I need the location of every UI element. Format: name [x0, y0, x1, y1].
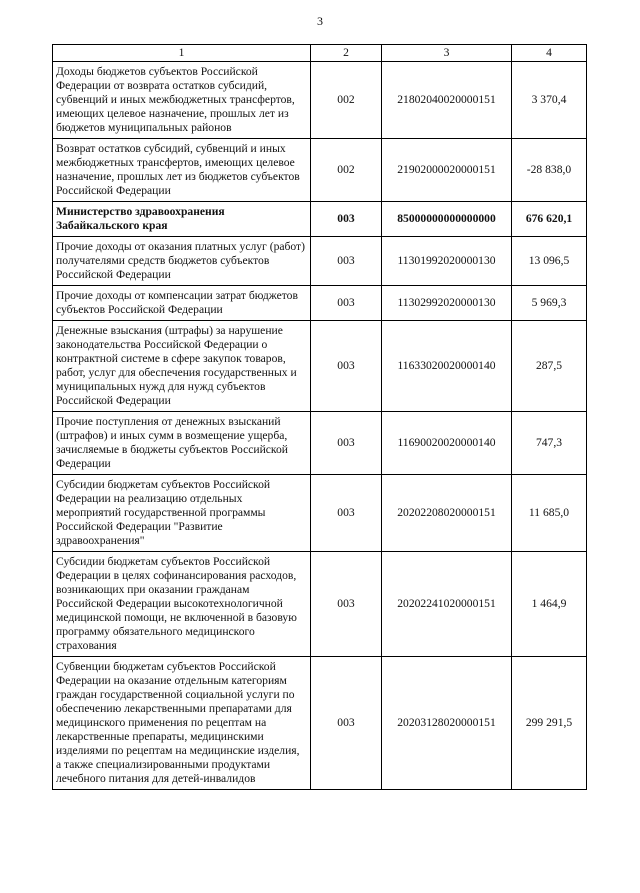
row-kbk-code: 21902000020000151 — [382, 139, 512, 202]
column-header-kbk: 3 — [382, 45, 512, 62]
row-admin-code: 003 — [311, 286, 382, 321]
row-kbk-code: 20203128020000151 — [382, 657, 512, 790]
row-amount: 1 464,9 — [512, 552, 587, 657]
column-header-admin-code: 2 — [311, 45, 382, 62]
row-description: Денежные взыскания (штрафы) за нарушение законодательства Российской Федерации о контрактной системе в сфере закупок товаров, работ, услуг для обеспечения государственных и муниципальных нужд для нужд субъектов Российской Федерации — [53, 321, 311, 412]
table-row — [53, 321, 587, 412]
row-admin-code: 002 — [311, 139, 382, 202]
row-amount: 3 370,4 — [512, 62, 587, 139]
row-amount: 299 291,5 — [512, 657, 587, 790]
row-amount: -28 838,0 — [512, 139, 587, 202]
row-kbk-code: 11633020020000140 — [382, 321, 512, 412]
row-kbk-code: 20202241020000151 — [382, 552, 512, 657]
row-admin-code: 003 — [311, 237, 382, 286]
row-amount: 5 969,3 — [512, 286, 587, 321]
row-description: Возврат остатков субсидий, субвенций и иных межбюджетных трансфертов, имеющих целевое назначение, прошлых лет из бюджетов субъектов Российской Федерации — [53, 139, 311, 202]
table-row — [53, 657, 587, 790]
row-description: Прочие поступления от денежных взысканий (штрафов) и иных сумм в возмещение ущерба, зачисляемые в бюджеты субъектов Российской Федерации — [53, 412, 311, 475]
row-description: Субсидии бюджетам субъектов Российской Федерации в целях софинансирования расходов, возникающих при оказании гражданам Российской Федерации высокотехнологичной медицинской помощи, не включенной в базовую программу обязательного медицинского страхования — [53, 552, 311, 657]
row-amount: 747,3 — [512, 412, 587, 475]
row-amount: 13 096,5 — [512, 237, 587, 286]
budget-revenue-table — [52, 44, 587, 790]
row-kbk-code: 11690020020000140 — [382, 412, 512, 475]
table-row — [53, 286, 587, 321]
page-number: 3 — [317, 14, 323, 28]
table-row — [53, 202, 587, 237]
row-amount: 676 620,1 — [512, 202, 587, 237]
row-admin-code: 003 — [311, 412, 382, 475]
row-admin-code: 003 — [311, 657, 382, 790]
row-description: Прочие доходы от компенсации затрат бюджетов субъектов Российской Федерации — [53, 286, 311, 321]
table-header-row — [53, 45, 587, 62]
column-header-amount: 4 — [512, 45, 587, 62]
row-kbk-code: 20202208020000151 — [382, 475, 512, 552]
row-admin-code: 003 — [311, 321, 382, 412]
table-body — [53, 62, 587, 790]
column-header-description: 1 — [53, 45, 311, 62]
table-row — [53, 412, 587, 475]
row-amount: 11 685,0 — [512, 475, 587, 552]
table-row — [53, 139, 587, 202]
row-admin-code: 002 — [311, 62, 382, 139]
row-admin-code: 003 — [311, 552, 382, 657]
row-kbk-code: 11302992020000130 — [382, 286, 512, 321]
table-row — [53, 237, 587, 286]
table-row — [53, 552, 587, 657]
row-kbk-code: 11301992020000130 — [382, 237, 512, 286]
row-description: Субсидии бюджетам субъектов Российской Федерации на реализацию отдельных мероприятий государственной программы Российской Федерации "Развитие здравоохранения" — [53, 475, 311, 552]
row-admin-code: 003 — [311, 202, 382, 237]
row-description: Прочие доходы от оказания платных услуг (работ) получателями средств бюджетов субъектов Российской Федерации — [53, 237, 311, 286]
table-row — [53, 475, 587, 552]
row-description: Доходы бюджетов субъектов Российской Федерации от возврата остатков субсидий, субвенций и иных межбюджетных трансфертов, имеющих целевое назначение, прошлых лет из бюджетов муниципальных районов — [53, 62, 311, 139]
row-kbk-code: 21802040020000151 — [382, 62, 512, 139]
row-kbk-code: 85000000000000000 — [382, 202, 512, 237]
row-description: Министерство здравоохранения Забайкальского края — [53, 202, 311, 237]
row-admin-code: 003 — [311, 475, 382, 552]
row-description: Субвенции бюджетам субъектов Российской Федерации на оказание отдельным категориям граждан государственной социальной услуги по обеспечению лекарственными препаратами для медицинского применения по рецептам на лекарственные препараты, медицинскими изделиями по рецептам на медицинские изделия, а также специализированными продуктами лечебного питания для детей-инвалидов — [53, 657, 311, 790]
table-row — [53, 62, 587, 139]
row-amount: 287,5 — [512, 321, 587, 412]
